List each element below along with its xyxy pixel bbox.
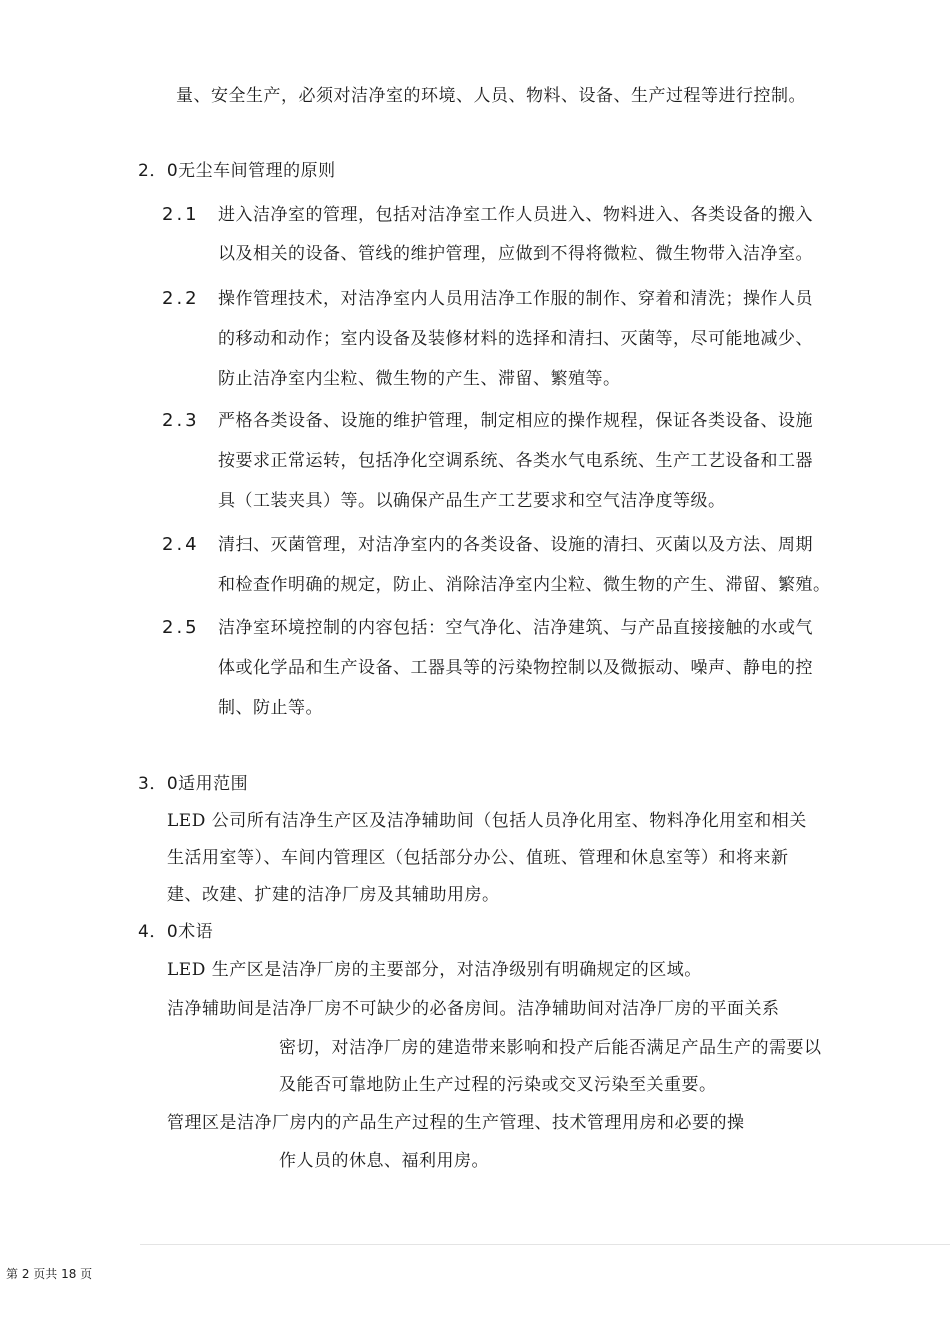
item-2-3-line-1: 严格各类设备、设施的维护管理，制定相应的操作规程，保证各类设备、设施	[218, 411, 813, 431]
section4-aux-line-1: 洁净辅助间是洁净厂房不可缺少的必备房间。洁净辅助间对洁净厂房的平面关系	[167, 999, 780, 1019]
section4-aux-line-3: 及能否可靠地防止生产过程的污染或交叉污染至关重要。	[279, 1075, 717, 1095]
section4-heading	[138, 921, 213, 943]
item-2-4-number: 2.4	[162, 534, 200, 555]
item-2-5-line-1: 洁净室环境控制的内容包括：空气净化、洁净建筑、与产品直接接触的水或气	[218, 618, 813, 638]
item-2-2-line-2: 的移动和动作；室内设备及装修材料的选择和清扫、灭菌等，尽可能地减少、	[218, 329, 813, 349]
item-2-3-line-3: 具（工装夹具）等。以确保产品生产工艺要求和空气洁净度等级。	[218, 491, 726, 511]
item-2-2-line-3: 防止洁净室内尘粒、微生物的产生、滞留、繁殖等。	[218, 369, 621, 389]
item-2-4-line-1: 清扫、灭菌管理，对洁净室内的各类设备、设施的清扫、灭菌以及方法、周期	[218, 535, 813, 555]
section3-line-2: 生活用室等）、车间内管理区（包括部分办公、值班、管理和休息室等）和将来新	[167, 848, 789, 868]
item-2-1-line-2: 以及相关的设备、管线的维护管理，应做到不得将微粒、微生物带入洁净室。	[218, 244, 813, 264]
section2-number: 2．0	[138, 161, 179, 181]
item-2-2-number: 2.2	[162, 288, 200, 309]
item-2-5-line-2: 体或化学品和生产设备、工器具等的污染物控制以及微振动、噪声、静电的控	[218, 658, 813, 678]
section4-line-1: LED 生产区是洁净厂房的主要部分，对洁净级别有明确规定的区域。	[167, 960, 702, 980]
section3-line-3: 建、改建、扩建的洁净厂房及其辅助用房。	[167, 885, 500, 905]
item-2-5-number: 2.5	[162, 617, 200, 638]
item-2-3-line-2: 按要求正常运转，包括净化空调系统、各类水气电系统、生产工艺设备和工器	[218, 451, 813, 471]
item-2-1-number: 2.1	[162, 204, 200, 225]
section3-heading	[138, 773, 248, 795]
item-2-2-line-1: 操作管理技术，对洁净室内人员用洁净工作服的制作、穿着和清洗；操作人员	[218, 289, 813, 309]
item-2-1-line-1: 进入洁净室的管理，包括对洁净室工作人员进入、物料进入、各类设备的搬入	[218, 205, 813, 225]
section4-number: 4．0	[138, 922, 179, 942]
footer-divider	[140, 1244, 950, 1245]
section4-aux-line-2: 密切，对洁净厂房的建造带来影响和投产后能否满足产品生产的需要以	[279, 1038, 822, 1058]
section4-title: 术语	[178, 922, 214, 942]
item-2-4-line-2: 和检查作明确的规定，防止、消除洁净室内尘粒、微生物的产生、滞留、繁殖。	[218, 575, 831, 595]
item-2-5-line-3: 制、防止等。	[218, 698, 323, 718]
section2-title: 无尘车间管理的原则	[178, 161, 336, 181]
section4-mgmt-line-1: 管理区是洁净厂房内的产品生产过程的生产管理、技术管理用房和必要的操	[167, 1113, 745, 1133]
section3-line-1: LED 公司所有洁净生产区及洁净辅助间（包括人员净化用室、物料净化用室和相关	[167, 811, 807, 831]
section4-mgmt-line-2: 作人员的休息、福利用房。	[279, 1151, 489, 1171]
page-number: 第 2 页共 18 页	[6, 1267, 93, 1281]
section3-title: 适用范围	[178, 774, 249, 794]
item-2-3-number: 2.3	[162, 410, 200, 431]
intro-line: 量、安全生产，必须对洁净室的环境、人员、物料、设备、生产过程等进行控制。	[176, 86, 806, 106]
section3-number: 3．0	[138, 774, 179, 794]
section2-heading	[138, 160, 336, 182]
